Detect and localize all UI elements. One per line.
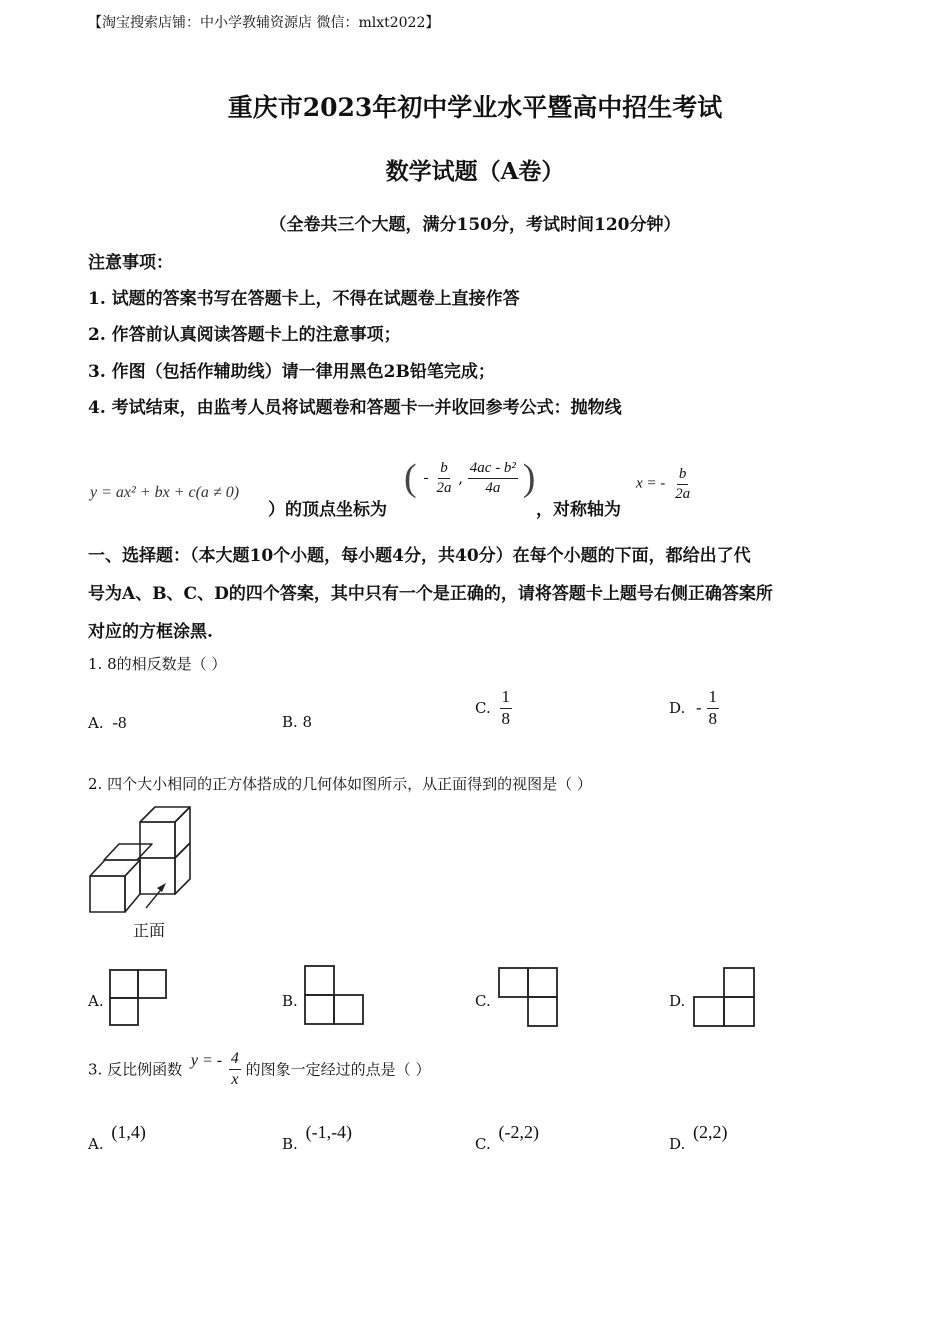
option-value: (-2,2) xyxy=(498,1122,539,1142)
option-label: A. xyxy=(88,714,104,732)
q1-option-b[interactable]: B. 8 xyxy=(282,713,313,731)
q3-option-c[interactable] xyxy=(475,1122,539,1153)
frac-den: 4a xyxy=(485,479,501,496)
q1-option-a[interactable] xyxy=(88,713,127,733)
parabola-formula: y = ax² + bx + c(a ≠ 0) xyxy=(90,484,240,501)
frac-num: b xyxy=(438,460,450,479)
exam-info: （全卷共三个大题，满分150分，考试时间120分钟） xyxy=(269,215,681,235)
vertex-coordinates xyxy=(404,456,535,500)
q2-option-c-figure[interactable] xyxy=(497,966,559,1028)
q1-option-c[interactable] xyxy=(475,688,512,728)
frac-den: x xyxy=(231,1070,239,1088)
q3-option-a[interactable] xyxy=(88,1122,146,1153)
option-label: D. xyxy=(669,699,686,718)
function-y: y = - xyxy=(190,1052,223,1070)
vertex-x-fraction xyxy=(423,460,453,496)
left-paren: ( xyxy=(404,457,417,499)
stem-pre: 3. 反比例函数 xyxy=(88,1060,183,1079)
minus-sign: - xyxy=(423,469,429,486)
page-header: 【淘宝搜索店铺：中小学教辅资源店 微信：mlxt2022】 xyxy=(88,15,440,31)
right-paren: ) xyxy=(522,457,536,499)
section1-line3: 对应的方框涂黑. xyxy=(88,622,213,642)
notice-heading: 注意事项： xyxy=(88,253,173,273)
axis-x: x = - xyxy=(636,475,666,492)
frac-den: 8 xyxy=(708,708,717,728)
q1-stem: 1. 8的相反数是（ ） xyxy=(88,655,227,673)
frac-num: 4ac - b² xyxy=(468,460,518,479)
frac-num: 1 xyxy=(707,688,720,709)
option-fraction xyxy=(500,688,513,728)
minus-sign: - xyxy=(696,698,702,718)
frac-num: 4 xyxy=(229,1050,241,1070)
vertex-text: ）的顶点坐标为 xyxy=(268,500,387,520)
option-value: (2,2) xyxy=(693,1122,728,1142)
option-fraction xyxy=(707,688,720,728)
option-value: (1,4) xyxy=(111,1122,146,1142)
frac-den: 2a xyxy=(675,485,691,502)
notice-item-1: 1. 试题的答案书写在答题卡上，不得在试题卷上直接作答 xyxy=(88,289,520,309)
q3-stem xyxy=(88,1050,430,1088)
front-label: 正面 xyxy=(133,921,166,940)
comma: , xyxy=(458,469,463,487)
option-label: C. xyxy=(475,1135,491,1153)
option-value: -8 xyxy=(112,713,127,732)
frac-num: b xyxy=(677,466,689,485)
q2-option-b-figure[interactable] xyxy=(303,964,365,1026)
notice-item-3: 3. 作图（包括作辅助线）请一律用黑色2B铅笔完成； xyxy=(88,362,495,382)
q2-option-d-label[interactable]: D. xyxy=(669,992,686,1010)
frac-num: 1 xyxy=(500,688,513,709)
q2-option-b-label[interactable]: B. xyxy=(282,992,298,1010)
exam-subtitle: 数学试题（A卷） xyxy=(385,158,565,185)
section1-line1: 一、选择题：（本大题10个小题，每小题4分，共40分）在每个小题的下面，都给出了代 xyxy=(88,546,751,566)
option-label: D. xyxy=(669,1135,686,1153)
option-value: (-1,-4) xyxy=(305,1122,353,1142)
option-label: C. xyxy=(475,699,491,718)
axis-text: ，对称轴为 xyxy=(536,500,621,520)
axis-fraction xyxy=(673,466,692,502)
q3-option-d[interactable] xyxy=(669,1122,728,1153)
exam-title: 重庆市2023年初中学业水平暨高中招生考试 xyxy=(227,93,723,122)
notice-item-4: 4. 考试结束，由监考人员将试题卷和答题卡一并收回参考公式：抛物线 xyxy=(88,398,622,418)
frac-den: 2a xyxy=(436,479,452,496)
q2-option-a-label[interactable]: A. xyxy=(88,992,104,1010)
q3-option-b[interactable] xyxy=(282,1122,353,1153)
option-label: B. xyxy=(282,1135,298,1153)
q2-option-d-figure[interactable] xyxy=(692,966,756,1028)
q1-option-d[interactable] xyxy=(669,688,719,728)
axis-formula xyxy=(636,466,692,502)
q2-option-a-figure[interactable] xyxy=(108,968,168,1026)
notice-item-2: 2. 作答前认真阅读答题卡上的注意事项； xyxy=(88,325,401,345)
vertex-y-fraction xyxy=(468,460,518,496)
option-label: A. xyxy=(88,1135,104,1153)
q2-option-c-label[interactable]: C. xyxy=(475,992,491,1010)
section1-line2: 号为A、B、C、D的四个答案，其中只有一个是正确的，请将答题卡上题号右侧正确答案所 xyxy=(88,584,773,604)
stem-post: 的图象一定经过的点是（ ） xyxy=(245,1060,431,1079)
function-fraction xyxy=(229,1050,241,1088)
q2-stem: 2. 四个大小相同的正方体搭成的几何体如图所示，从正面得到的视图是（ ） xyxy=(88,775,592,793)
frac-den: 8 xyxy=(501,708,510,728)
cube-figure xyxy=(86,804,198,916)
b-over-2a xyxy=(434,460,453,496)
